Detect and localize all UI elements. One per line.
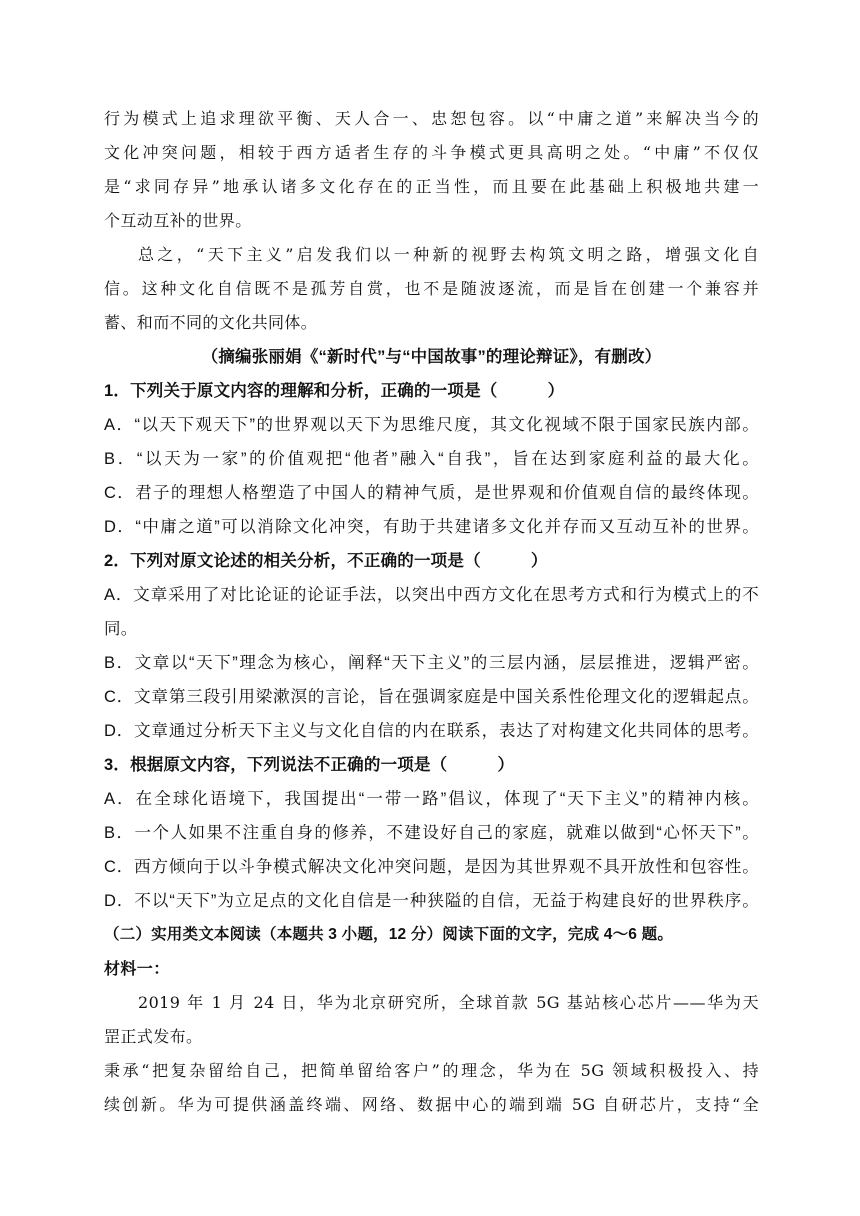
question-2-option-a: A．文章采用了对比论证的论证手法，以突出中西方文化在思考方式和行为模式上的不 [104, 586, 759, 604]
passage-line: 个互动互补的世界。 [104, 211, 252, 230]
question-1-option-b: B．“以天为一家”的价值观把“他者”融入“自我”，旨在达到家庭利益的最大化。 [104, 450, 759, 468]
material-line: 2019 年 1 月 24 日，华为北京研究所，全球首款 5G 基站核心芯片——华为天 [138, 993, 759, 1012]
question-3-option-b: B．一个人如果不注重自身的修养，不建设好自己的家庭，就难以做到“心怀天下”。 [104, 824, 759, 842]
question-3-option-a: A．在全球化语境下，我国提出“一带一路”倡议，体现了“天下主义”的精神内核。 [104, 790, 759, 808]
question-2-option-a-cont: 同。 [104, 620, 138, 638]
material-label: 材料一： [104, 959, 170, 978]
passage-line: 蓄、和而不同的文化共同体。 [104, 313, 318, 332]
source-note: （摘编张丽娟《“新时代”与“中国故事”的理论辩证》，有删改） [201, 348, 662, 366]
passage-line: 总之，“天下主义”启发我们以一种新的视野去构筑文明之路，增强文化自 [138, 245, 759, 264]
question-1-option-d: D．“中庸之道”可以消除文化冲突，有助于共建诸多文化并存而又互动互补的世界。 [104, 518, 759, 536]
material-line: 续创新。华为可提供涵盖终端、网络、数据中心的端到端 5G 自研芯片，支持“全 [104, 1095, 759, 1114]
material-line: 罡正式发布。 [104, 1027, 203, 1046]
question-2-stem: 2．下列对原文论述的相关分析，不正确的一项是（ ） [104, 552, 548, 570]
passage-line: 行为模式上追求理欲平衡、天人合一、忠恕包容。以“中庸之道”来解决当今的 [104, 109, 759, 128]
question-3-option-d: D．不以“天下”为立足点的文化自信是一种狭隘的自信，无益于构建良好的世界秩序。 [104, 892, 759, 910]
passage-line: 文化冲突问题，相较于西方适者生存的斗争模式更具高明之处。“中庸”不仅仅 [104, 143, 759, 162]
question-3-option-c: C．西方倾向于以斗争模式解决文化冲突问题，是因为其世界观不具开放性和包容性。 [104, 858, 759, 876]
section-heading: （二）实用类文本阅读（本题共 3 小题，12 分）阅读下面的文字，完成 4～6 题。 [104, 926, 674, 943]
passage-line: 是“求同存异”地承认诸多文化存在的正当性，而且要在此基础上积极地共建一 [104, 177, 759, 196]
passage-line: 信。这种文化自信既不是孤芳自赏，也不是随波逐流，而是旨在创建一个兼容并 [104, 279, 759, 298]
question-2-option-c: C．文章第三段引用梁漱溟的言论，旨在强调家庭是中国关系性伦理文化的逻辑起点。 [104, 688, 759, 706]
question-1-option-c: C．君子的理想人格塑造了中国人的精神气质，是世界观和价值观自信的最终体现。 [104, 484, 759, 502]
question-1-option-a: A．“以天下观天下”的世界观以天下为思维尺度，其文化视域不限于国家民族内部。 [104, 416, 759, 434]
question-3-stem: 3．根据原文内容，下列说法不正确的一项是（ ） [104, 756, 515, 774]
material-line: 秉承“把复杂留给自己，把简单留给客户”的理念，华为在 5G 领域积极投入、持 [104, 1061, 759, 1080]
question-1-stem: 1．下列关于原文内容的理解和分析，正确的一项是（ ） [104, 382, 565, 400]
question-2-option-b: B．文章以“天下”理念为核心，阐释“天下主义”的三层内涵，层层推进，逻辑严密。 [104, 654, 759, 672]
question-2-option-d: D．文章通过分析天下主义与文化自信的内在联系，表达了对构建文化共同体的思考。 [104, 722, 759, 740]
